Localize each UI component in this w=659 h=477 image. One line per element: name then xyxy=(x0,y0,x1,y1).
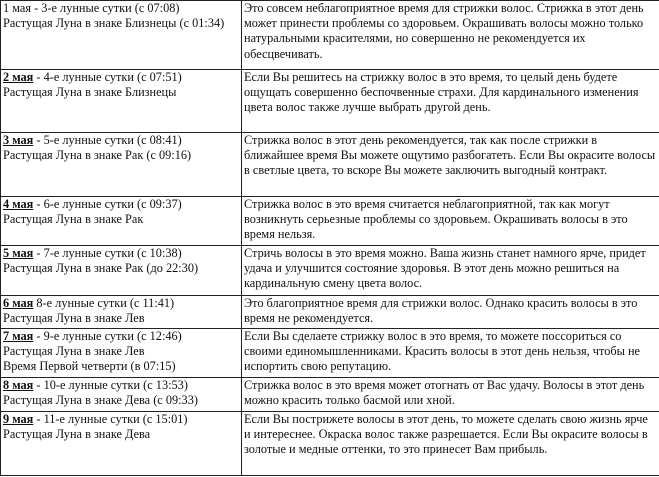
moon-sign-line: Растущая Луна в знаке Дева xyxy=(3,427,151,442)
table-row xyxy=(1,329,659,378)
advice-text: Стрижка волос в это время считается неблагоприятной, так как могут возникнуть серьезные проблемы со здоровьем. Окрашивать волосы в это время нельзя. xyxy=(244,197,628,242)
table-row xyxy=(1,1,659,70)
advice-text: Стрижка волос в этот день рекомендуется, так как после стрижки в ближайшее время Вы можете ощутимо разбогатеть. Если Вы окрасите волосы в светлые цвета, то вскоре Вы можете заключить выгодный контракт. xyxy=(244,133,656,178)
moon-sign-line: Растущая Луна в знаке Близнецы (с 01:34) xyxy=(3,16,225,31)
moon-sign-line: Растущая Луна в знаке Близнецы xyxy=(3,85,177,100)
lunar-day-text: - 9-е лунные сутки (с 12:46) xyxy=(33,329,182,343)
advice-cell xyxy=(242,412,659,476)
date-label: 2 мая xyxy=(3,70,34,84)
day-cell xyxy=(1,246,242,296)
lunar-day-text: - 7-е лунные сутки (с 10:38) xyxy=(33,246,182,260)
date-label: 7 мая xyxy=(3,329,34,343)
advice-text: Стричь волосы в это время можно. Ваша жизнь станет намного ярче, придет удача и улучшится состояние здоровья. В этот день можно решиться на кардинальную смену цвета волос. xyxy=(244,246,646,291)
table-row xyxy=(1,296,659,329)
table-row xyxy=(1,246,659,296)
day-cell xyxy=(1,329,242,378)
day-cell xyxy=(1,197,242,246)
advice-cell xyxy=(242,1,659,70)
lunar-day-text: 8-е лунные сутки (с 11:41) xyxy=(33,296,175,310)
day-cell xyxy=(1,1,242,70)
date-label: 9 мая xyxy=(3,412,34,426)
lunar-day-text: - 4-е лунные сутки (с 07:51) xyxy=(33,70,182,84)
advice-cell xyxy=(242,70,659,133)
advice-cell xyxy=(242,246,659,296)
lunar-day-text: - 10-е лунные сутки (с 13:53) xyxy=(33,378,188,392)
advice-cell xyxy=(242,197,659,246)
table-body xyxy=(1,1,659,476)
advice-text: Это совсем неблагоприятное время для стрижки волос. Стрижка в этот день может принести проблемы со здоровьем. Окрашивать волосы можно только натуральными красителями, но совершенно не рекомендуется их обесцвечивать. xyxy=(244,1,644,61)
table-row xyxy=(1,378,659,412)
quarter-line: Время Первой четверти (в 07:15) xyxy=(3,359,176,374)
lunar-day-text: - 5-е лунные сутки (с 08:41) xyxy=(33,133,182,147)
date-label: 6 мая xyxy=(3,296,34,310)
day-cell xyxy=(1,378,242,412)
day-cell xyxy=(1,133,242,197)
advice-cell xyxy=(242,378,659,412)
lunar-day-text: - 6-е лунные сутки (с 09:37) xyxy=(33,197,182,211)
table-row xyxy=(1,412,659,476)
table-row xyxy=(1,70,659,133)
moon-sign-line: Растущая Луна в знаке Лев xyxy=(3,311,145,326)
advice-cell xyxy=(242,296,659,329)
advice-text: Стрижка волос в это время может отогнать от Вас удачу. Волосы в этот день можно красить только басмой или хной. xyxy=(244,378,645,408)
day-cell xyxy=(1,296,242,329)
moon-sign-line: Растущая Луна в знаке Рак (до 22:30) xyxy=(3,261,199,276)
advice-cell xyxy=(242,329,659,378)
moon-sign-line: Растущая Луна в знаке Лев xyxy=(3,344,145,359)
date-label: 3 мая xyxy=(3,133,34,147)
date-label: 4 мая xyxy=(3,197,34,211)
day-cell xyxy=(1,412,242,476)
day-line: 1 мая - 3-е лунные сутки (с 07:08) xyxy=(3,1,180,15)
table-row xyxy=(1,133,659,197)
table-row xyxy=(1,197,659,246)
advice-text: Если Вы пострижете волосы в этот день, то можете сделать свою жизнь ярче и интереснее. Окраска волос также разрешается. Если Вы окрасите волосы в золотые и медные оттенки, то это принесет Вам прибыль. xyxy=(244,412,648,457)
advice-cell xyxy=(242,133,659,197)
moon-sign-line: Растущая Луна в знаке Дева (с 09:33) xyxy=(3,393,198,408)
moon-sign-line: Растущая Луна в знаке Рак (с 09:16) xyxy=(3,148,192,163)
advice-text: Если Вы решитесь на стрижку волос в это время, то целый день будете ощущать совершенно беспочвенные страхи. Для кардинального изменения цвета волос также лучше выбрать другой день. xyxy=(244,70,639,115)
moon-sign-line: Растущая Луна в знаке Рак xyxy=(3,212,144,227)
lunar-day-text: - 11-е лунные сутки (с 15:01) xyxy=(33,412,188,426)
advice-text: Это благоприятное время для стрижки волос. Однако красить волосы в это время не рекомендуется. xyxy=(244,296,638,326)
date-label: 8 мая xyxy=(3,378,34,392)
day-cell xyxy=(1,70,242,133)
advice-text: Если Вы сделаете стрижку волос в это время, то можете поссориться со своими единомышленниками. Красить волосы в этот день нельзя, чтобы не испортить свою репутацию. xyxy=(244,329,640,374)
date-label: 5 мая xyxy=(3,246,34,260)
